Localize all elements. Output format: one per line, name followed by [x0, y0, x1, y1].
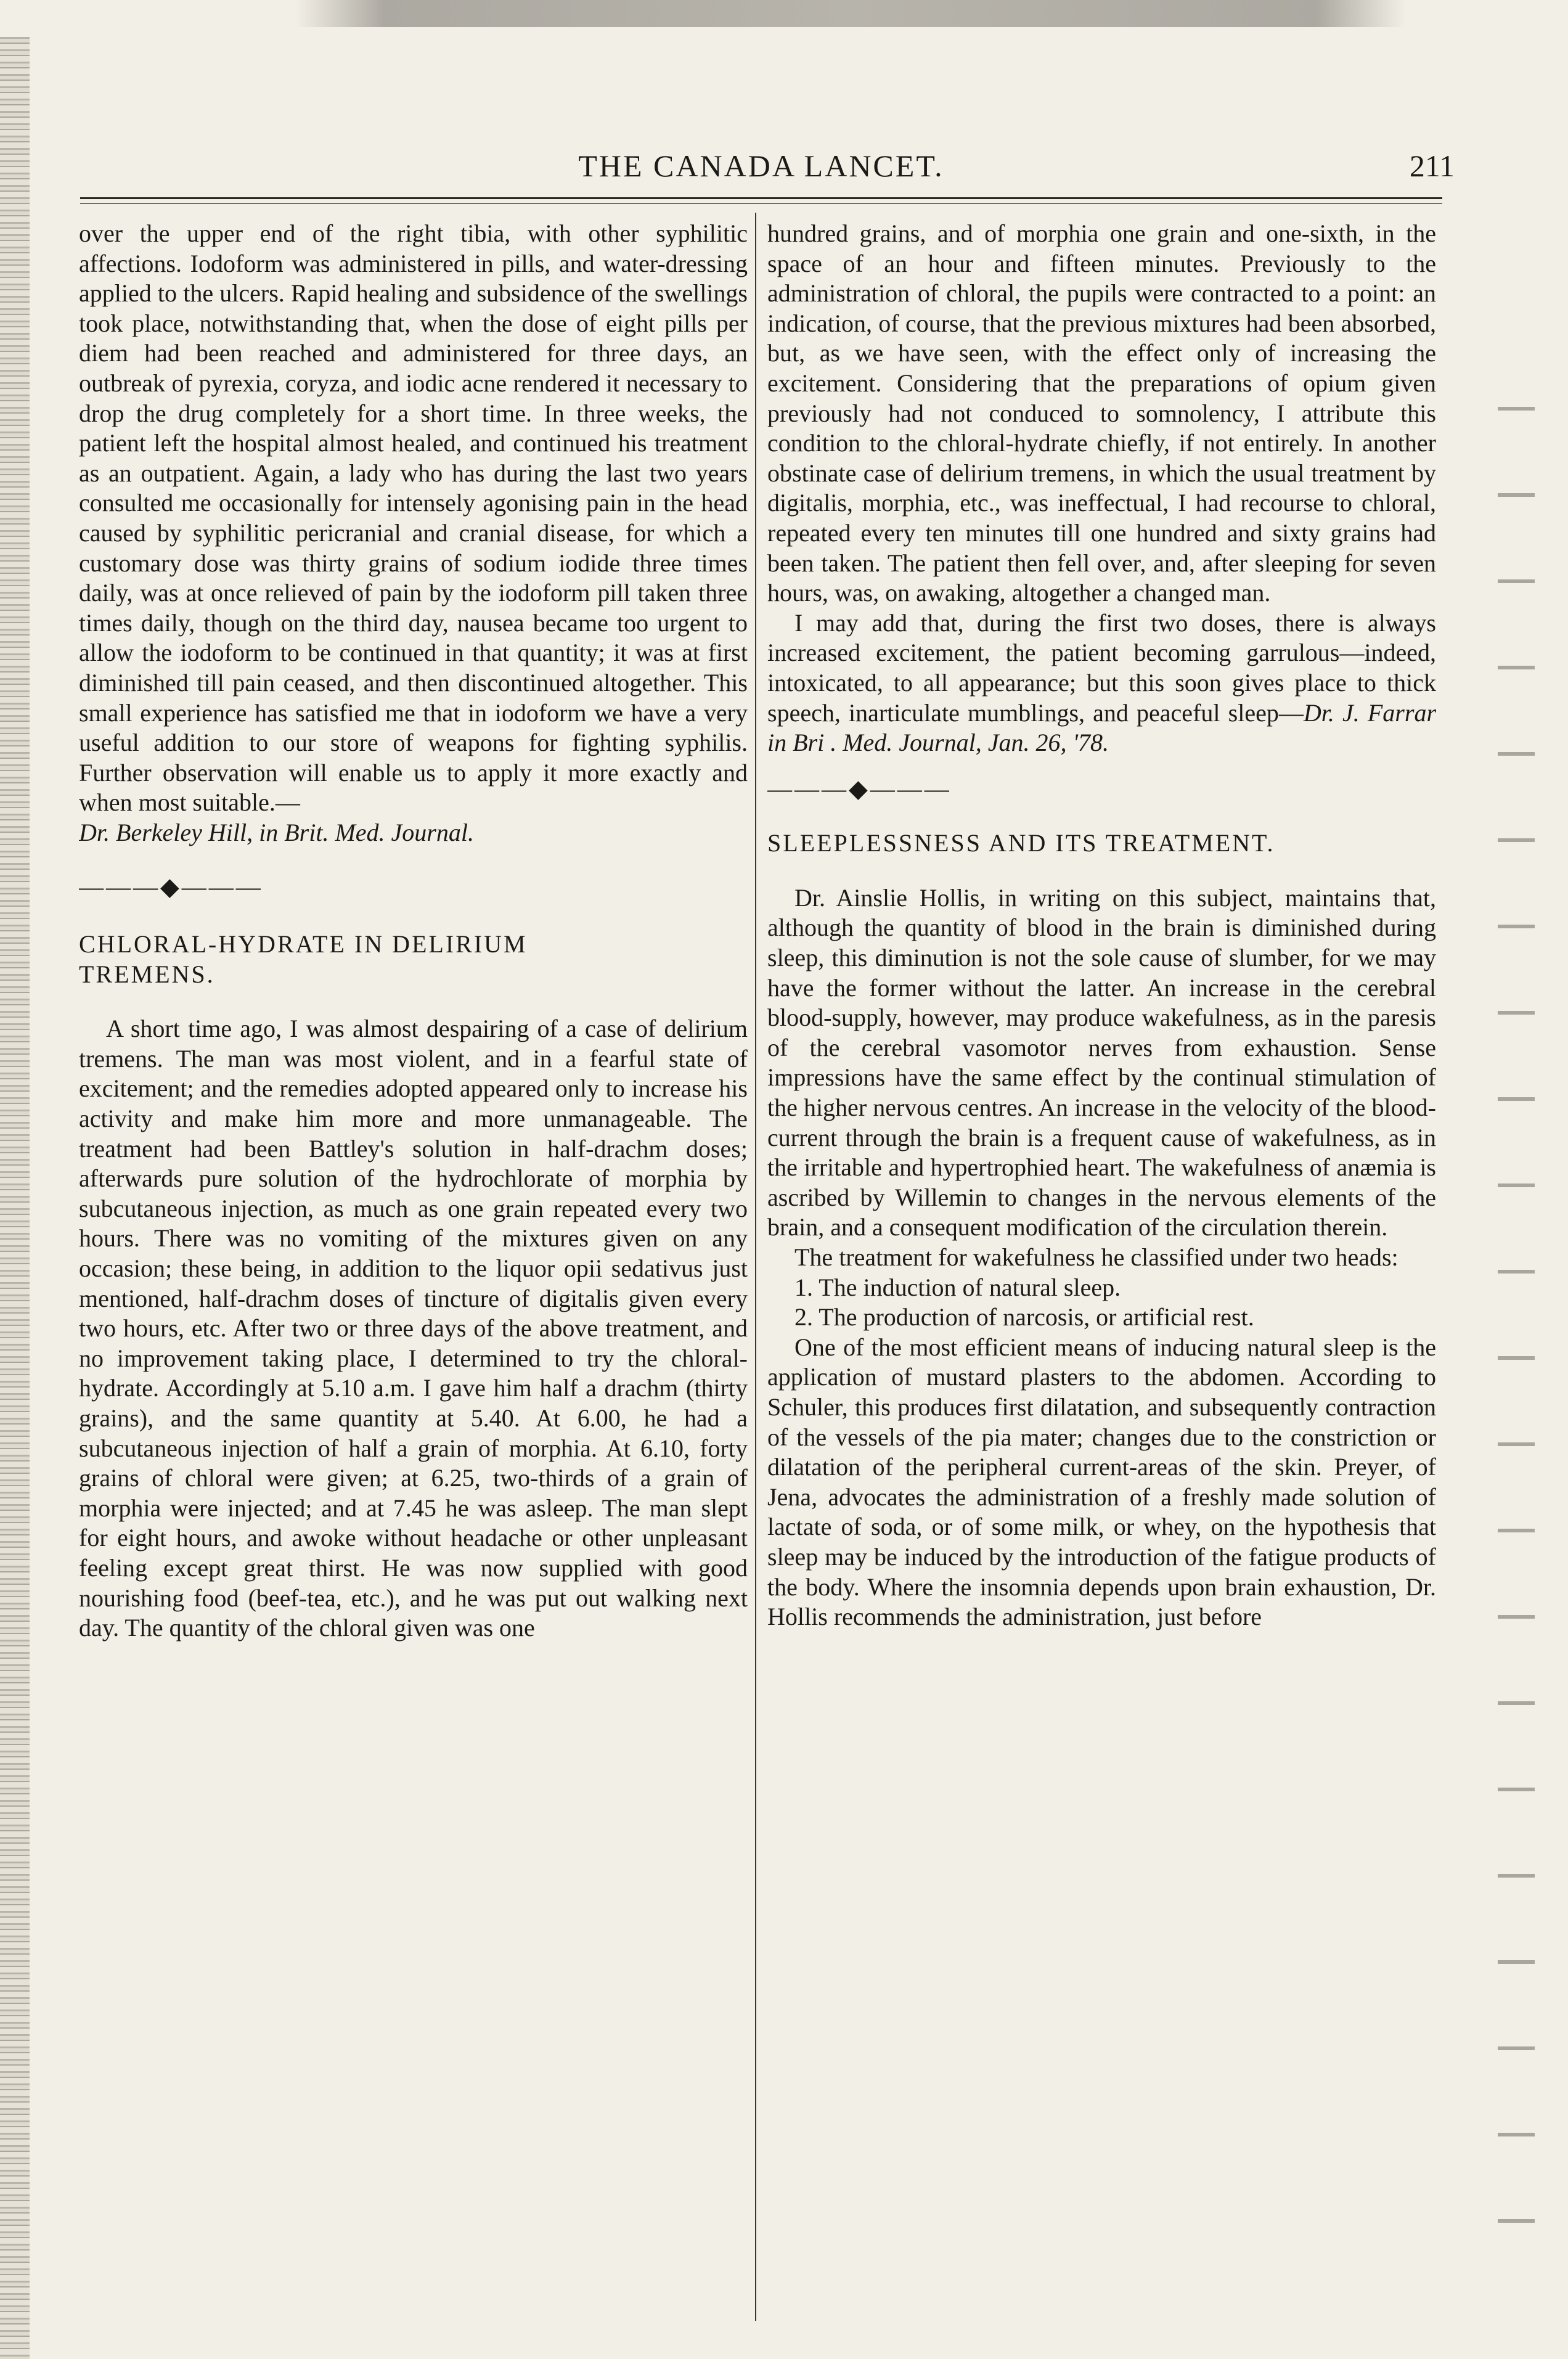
paragraph: The treatment for wakefulness he classified under two heads: — [794, 1243, 1399, 1271]
citation: Dr. Berkeley Hill, in Brit. Med. Journal. — [79, 818, 474, 846]
article-heading: SLEEPLESSNESS AND ITS TREATMENT. — [767, 829, 1275, 857]
journal-title: THE CANADA LANCET. — [578, 149, 944, 183]
list-item: 1. The induction of natural sleep. — [794, 1273, 1121, 1301]
running-header — [68, 148, 1455, 191]
paragraph-continued: hundred grains, and of morphia one grain and one-sixth, in the space of an hour and fifteen minutes. Previously to the administration of chloral, the pupils were contracted to a point: an indication, of course, that the previous mixtures had been absorbed, but, as we have seen, with the effect only of increasing the excitement. Considering that the preparations of opium given previously had not conduced to somnolency, I attribute this condition to the chloral-hydrate chiefly, if not entirely. In another obstinate case of delirium tremens, in which the usual treatment by digitalis, morphia, etc., was ineffectual, I had recourse to chloral, repeated every ten minutes till one hundred and sixty grains had been taken. The patient then fell over, and, after sleeping for seven hours, was, on awaking, altogether a changed man. — [767, 219, 1436, 607]
paragraph-text: I may add that, during the first two doses, there is always increased excitement, the patient becoming garrulous—indeed, intoxicated, to all appearance; but this soon gives place to thick speech, inarticulate mumblings, and peaceful sleep— — [767, 608, 1436, 727]
article-body: Dr. Ainslie Hollis, in writing on this subject, maintains that, although the quantity of blood in the brain is diminished during sleep, this diminution is not the sole cause of slumber, for we may have the former without the latter. An increase in the cerebral blood-supply, however, may produce wakefulness, as in the paresis of the cerebral vasomotor nerves from exhaustion. Sense impressions have the same effect by the continual stimulation of the higher nervous centres. An increase in the velocity of the blood-current through the brain is a frequent cause of wakefulness, as in the irritable and hypertrophied heart. The wakefulness of anæmia is ascribed by Willemin to changes in the nervous elements of the brain, and a consequent modification of the circulation therein. — [767, 883, 1436, 1241]
article-body: A short time ago, I was almost despairing of a case of delirium tremens. The man was most violent, and in a fearful state of excitement; and the remedies adopted appeared only to increase his activity and make him more and more unmanageable. The treatment had been Battley's solution in half-drachm doses; afterwards pure solution of the hydrochlorate of morphia by subcutaneous injection, as much as one grain repeated every two hours. There was no vomiting of the mixtures given on any occasion; these being, in addition to the liquor opii sedativus just mentioned, half-drachm doses of tincture of digitalis given every two hours, etc. After two or three days of the above treatment, and no improvement taking place, I determined to try the chloral-hydrate. Accordingly at 5.10 a.m. I gave him half a drachm (thirty grains), and the same quantity at 5.40. At 6.00, he had a subcutaneous injection of half a grain of morphia. At 6.10, forty grains of chloral were given; at 6.25, two-thirds of a grain of morphia were injected; and at 7.45 he was asleep. The man slept for eight hours, and awoke without headache or other unpleasant feeling except great thirst. He was now supplied with good nourishing food (beef-tea, etc.), and he was put out walking next day. The quantity of the chloral given was one — [79, 1015, 748, 1642]
left-column — [79, 219, 748, 2327]
section-ornament: ———◆——— — [79, 873, 263, 901]
scan-top-edge — [296, 0, 1405, 27]
list-item: 2. The production of narcosis, or artificial rest. — [794, 1303, 1254, 1331]
page-number: 211 — [1409, 149, 1455, 183]
section-ornament: ———◆——— — [767, 774, 952, 803]
right-column — [767, 219, 1436, 2327]
paragraph-continued: over the upper end of the right tibia, with other syphilitic affections. Iodoform was administered in pills, and water-dressing applied to the ulcers. Rapid healing and subsidence of the swellings took place, notwithstanding that, when the dose of eight pills per diem had been reached and administered for three days, an outbreak of pyrexia, coryza, and iodic acne rendered it necessary to drop the drug completely for a short time. In three weeks, the patient left the hospital almost healed, and continued his treatment as an outpatient. Again, a lady who has during the last two years consulted me occasionally for intensely agonising pain in the head caused by syphilitic pericranial and cranial disease, for which a customary dose was thirty grains of sodium iodide three times daily, was at once relieved of pain by the iodoform pill taken three times daily, though on the third day, nausea became too urgent to allow the iodoform to be continued in that quantity; it was at first diminished till pain ceased, and then discontinued altogether. This small experience has satisfied me that in iodoform we have a very useful addition to our store of weapons for fighting syphilis. Further observation will enable us to apply it more exactly and when most suitable.— — [79, 219, 748, 817]
header-rule-thin — [80, 203, 1442, 204]
scan-right-edge-marks — [1498, 370, 1535, 2281]
citation: Dr. J. Farrar in Bri . Med. Journal, Jan. 26, '78. — [767, 698, 1436, 757]
paragraph: One of the most efficient means of inducing natural sleep is the application of mustard plasters to the abdomen. According to Schuler, this produces first dilatation, and subsequently contraction of the vessels of the pia mater; changes due to the constriction or dilatation of the peripheral current-areas of the skin. Preyer, of Jena, advocates the administration of a freshly made solution of lactate of soda, or of some milk, or whey, on the hypothesis that sleep may be induced by the introduction of the fatigue products of the body. Where the insomnia depends upon brain exhaustion, Dr. Hollis recommends the administration, just before — [767, 1333, 1436, 1631]
article-heading-line-2: TREMENS. — [79, 960, 215, 988]
paragraph — [767, 608, 1436, 758]
column-divider — [755, 213, 756, 2321]
article-heading-line-1: CHLORAL-HYDRATE IN DELIRIUM — [79, 930, 528, 959]
scan-binding-edge — [0, 37, 30, 2359]
header-rule — [80, 197, 1442, 199]
